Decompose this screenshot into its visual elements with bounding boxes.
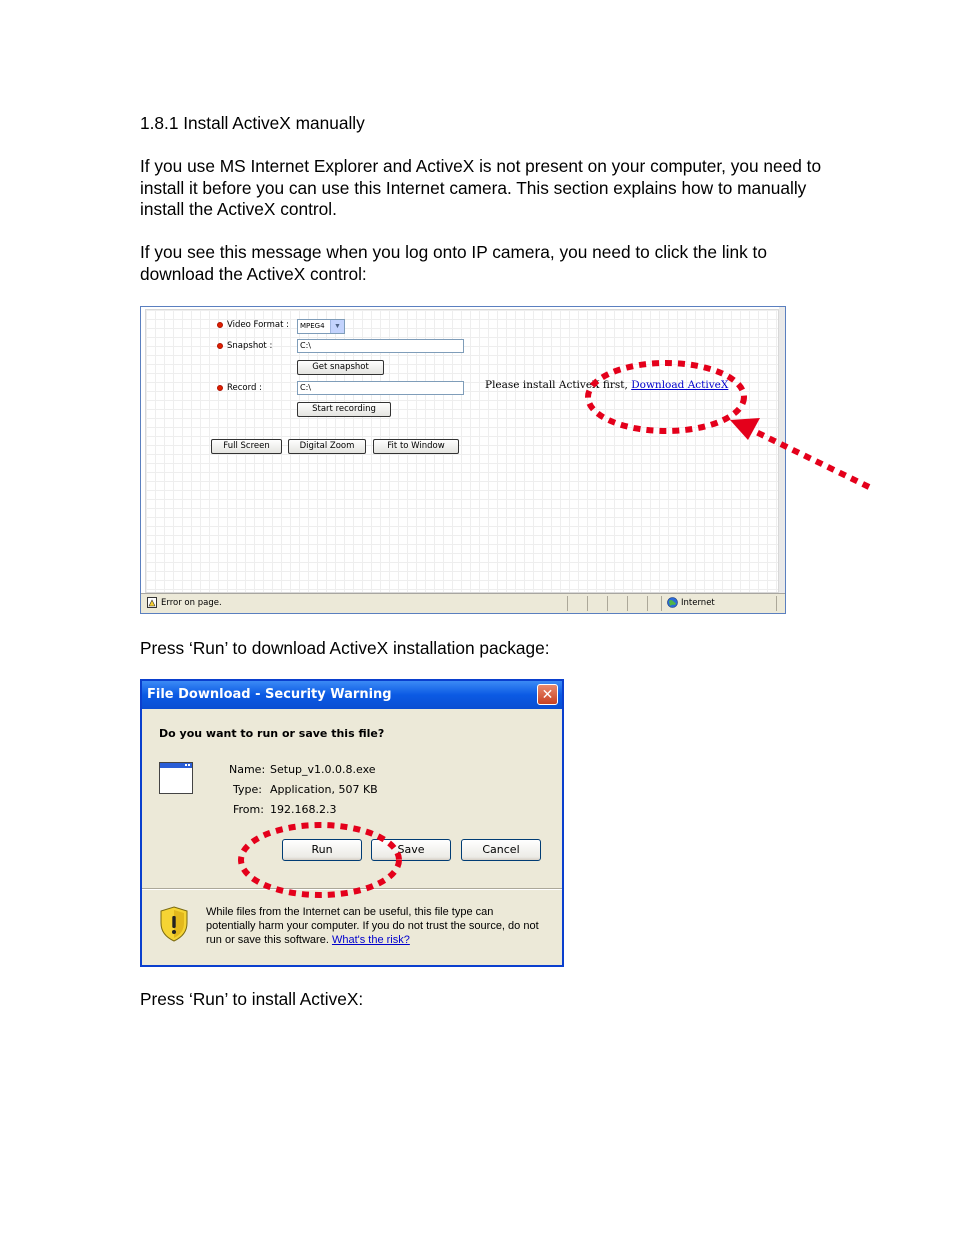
bullet-icon [217,322,223,328]
whats-the-risk-link[interactable]: What's the risk? [331,934,410,946]
from-label: From: [233,803,264,816]
close-icon[interactable]: ✕ [537,684,558,705]
section-heading: 1.8.1 Install ActiveX manually [140,113,365,133]
video-format-select[interactable] [297,319,345,334]
save-button[interactable]: Save [371,839,451,861]
bullet-icon [217,343,223,349]
warning-line-3 [206,934,410,946]
file-download-dialog [140,679,564,967]
dialog-title: File Download - Security Warning [147,687,392,702]
run-button[interactable]: Run [282,839,362,861]
video-format-value: MPEG4 [300,322,325,330]
digital-zoom-button[interactable]: Digital Zoom [288,439,366,454]
dialog-question: Do you want to run or save this file? [159,727,385,740]
install-message [485,379,728,391]
record-label: Record : [227,383,262,393]
fit-to-window-button[interactable]: Fit to Window [373,439,459,454]
application-file-icon [159,762,193,794]
error-page-icon [147,597,158,608]
snapshot-path-input[interactable]: C:\ [297,339,464,353]
name-value: Setup_v1.0.0.8.exe [270,763,376,776]
dialog-divider [142,888,562,890]
dialog-titlebar[interactable] [142,681,562,709]
snapshot-label: Snapshot : [227,341,273,351]
cancel-button[interactable]: Cancel [461,839,541,861]
run-download-paragraph: Press ‘Run’ to download ActiveX installation package: [140,638,550,658]
chevron-down-icon[interactable]: ▼ [330,320,344,333]
warning-line-2: potentially harm your computer. If you do not trust the source, do not [206,920,539,932]
status-zone-text: Internet [681,598,715,608]
type-value: Application, 507 KB [270,783,378,796]
install-message-text: Please install ActiveX first, [485,379,628,391]
warning-line-3-text: run or save this software. [206,934,329,946]
name-label: Name: [229,763,266,776]
type-label: Type: [233,783,262,796]
start-recording-button[interactable]: Start recording [297,402,391,417]
camera-page-screenshot [140,306,786,614]
vertical-scrollbar[interactable] [779,307,785,593]
camera-page-content [145,309,779,593]
get-snapshot-button[interactable]: Get snapshot [297,360,384,375]
from-value: 192.168.2.3 [270,803,337,816]
warning-line-1: While files from the Internet can be useful, this file type can [206,906,494,918]
instruction-paragraph: If you see this message when you log onto IP camera, you need to click the link to download the ActiveX control: [140,242,767,284]
run-install-paragraph: Press ‘Run’ to install ActiveX: [140,989,364,1009]
video-format-label: Video Format : [227,320,290,330]
full-screen-button[interactable]: Full Screen [211,439,282,454]
intro-paragraph: If you use MS Internet Explorer and ActiveX is not present on your computer, you need to install it before you can use this Internet camera. This section explains how to manually install the ActiveX control. [140,156,822,219]
download-activex-link[interactable]: Download ActiveX [631,379,729,391]
status-error-text: Error on page. [161,598,222,608]
record-path-input[interactable]: C:\ [297,381,464,395]
shield-warning-icon [159,906,189,942]
globe-icon [667,597,678,608]
bullet-icon [217,385,223,391]
status-bar [141,593,785,613]
